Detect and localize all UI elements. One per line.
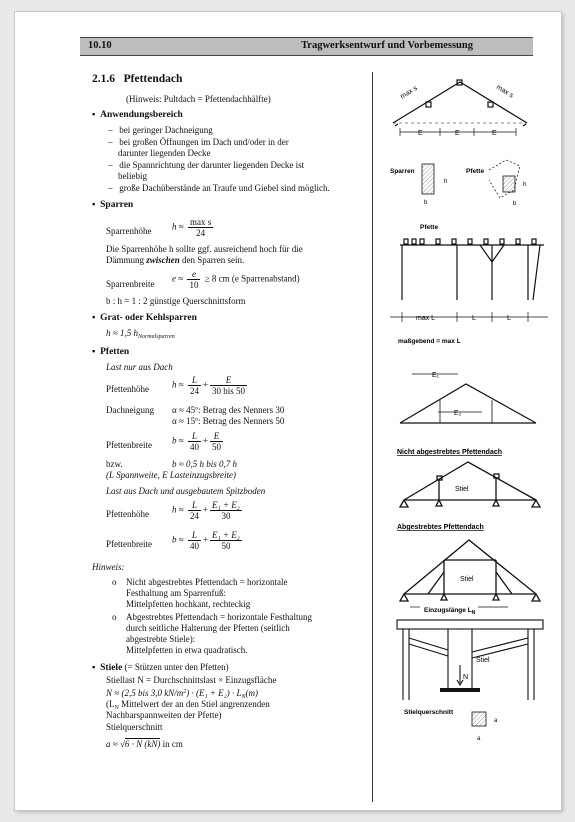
sparren-breite-label: Sparrenbreite [106,279,155,289]
stiele-line-3: ($L_N$ Mittelwert der an den Stiel angrenzenden [106,699,270,711]
label-abgestrebt: Abgestrebtes Pfettendach [397,524,484,531]
pfetten-breite-formula-2: b ≈ $\frac{L}{40}$ + $\frac{\text{E₁ + E₂}}{50}$ [172,530,240,551]
dachneigung-2: α ≈ 15º: Betrag des Nenners 50 [172,416,285,426]
section-hint: (Hinweis: Pultdach = Pfettendachhälfte) [126,94,271,104]
hinweis-2-line-4: Mittelpfetten in etwa quadratisch. [126,645,248,655]
label-l-2: L [507,315,511,322]
hinweis-1-line-1: Nicht abgestrebtes Pfettendach = horizontale [126,577,288,587]
label-e1: E₁ [432,372,440,379]
pfetten-legend: (L Spannweite, E Lasteinzugsbreite) [106,470,236,480]
hinweis-bullet: o [112,577,117,587]
pfetten-hoehe-formula-2: h ≈ $\frac{L}{24}$ + $\frac{\text{E₁ + E₂}}{30}$ [172,500,240,521]
label-e-2: E [455,130,460,137]
stiele-formula: a ≈ √6 · N (kN) in cm [106,739,183,749]
chapter-title: Tragwerksentwurf und Vorbemessung [301,40,473,51]
pfetten-hoehe-formula: h ≈ $\frac{L}{24}$ + $\frac{E}{\text{30 bis 50}}$ [172,375,246,396]
pfetten-hoehe-label: Pfettenhöhe [106,384,149,394]
label-max-l: max L [416,315,436,322]
pfetten-case-2: Last aus Dach und ausgebautem Spitzboden [106,486,266,496]
label-sparren: Sparren [390,168,415,175]
sparren-hoehe-label: Sparrenhöhe [106,226,152,236]
list-item: – große Dachüberstände an Traufe und Giebel sind möglich. [108,183,330,193]
label-h: h [444,179,448,185]
pfetten-heading: ▪ Pfetten [92,347,130,357]
label-max-s-right: max s [494,83,515,100]
label-n: N [463,674,469,681]
sparren-hoehe-formula: h ≈ $\frac{\text{max s}}{24}$ [172,217,212,238]
anwendung-heading: ▪ Anwendungsbereich [92,110,183,120]
label-b: b [424,200,428,206]
abgestrebt-truss [400,540,540,601]
dachneigung-label: Dachneigung [106,405,154,415]
label-l-1: L [472,315,476,322]
list-item: – die Spannrichtung der darunter liegenden Decke ist [108,160,305,170]
sparren-breite-formula: e ≈ $\frac{e}{10}$ ≥ 8 cm (e Sparrenabstand) [172,269,300,290]
label-max-s-left: max s [399,84,419,101]
hinweis-2-line-1: Abgestrebtes Pfettendach = horizontale Festhaltung [126,612,313,622]
pfetten-case-1: Last nur aus Dach [106,362,173,372]
pfette-span-diagram [390,239,548,322]
label-nicht-abgestrebt: Nicht abgestrebtes Pfettendach [397,449,503,456]
list-item: – bei geringer Dachneigung [108,125,213,135]
label-einzugslaenge: Einzugslänge $L_N$ [424,607,476,616]
dachneigung-1: α ≈ 45º: Betrag des Nenners 30 [172,405,285,415]
sparren-note-2: Dämmung zwischen den Sparren sein. [106,255,245,265]
hinweis-label: Hinweis: [92,562,125,572]
stielquerschnitt-square [472,712,486,726]
label-e-3: E [492,130,497,137]
label-pfette-2: Pfette [420,224,439,231]
section-heading: 2.1.6 Pfettendach [92,73,183,85]
hinweis-1-line-2: Festhaltung am Sparrenfuß: [126,588,226,598]
label-stiel-2: Stiel [460,576,474,583]
stiele-line-2: N ≈ (2,5 bis 3,0 $kN/m^2) \cdot (E_1 + E_2) \cdot L_N(m)$ [106,688,259,700]
chapter-number: 10.10 [88,40,112,51]
label-e2: E₂ [454,410,462,417]
bzw-label: bzw. [106,459,123,469]
grat-formula: h ≈ 1,5 $h_{Normalsparren}$ [106,328,175,340]
nicht-abgestrebt-truss [400,462,540,507]
pfetten-breite-label-2: Pfettenbreite [106,539,152,549]
sparren-heading: ▪ Sparren [92,200,134,210]
stiele-line-5: Stielquerschnitt [106,722,163,732]
hinweis-2-line-2: durch seitliche Halterung der Pfetten (seitlich [126,623,290,633]
label-massgebend: maßgebend = max L [398,338,461,345]
hinweis-1-line-3: Mittelpfetten hochkant, rechteckig [126,599,251,609]
bzw-formula: b ≈ 0,5 h bis 0,7 h [172,459,237,469]
roof-e1-e2-diagram [400,374,536,423]
hinweis-bullet: o [112,612,117,622]
list-item: – bei großen Öffnungen im Dach und/oder in der [108,137,289,147]
cross-sections-diagram [390,160,526,207]
label-stielquerschnitt: Stielquerschnitt [404,709,454,716]
stiele-heading: ▪ Stiele (= Stützen unter den Pfetten) [92,662,229,673]
label-a-1: a [494,718,498,724]
stiel-detail-diagram [397,607,543,700]
label-b-2: b [513,201,517,207]
pfetten-breite-formula: b ≈ $\frac{L}{40}$ + $\frac{E}{50}$ [172,431,222,452]
list-item-cont: beliebig [118,171,147,181]
stiele-line-4: Nachbarspannweiten der Pfette) [106,710,222,720]
label-a-2: a [477,736,481,742]
label-e-1: E [418,130,423,137]
sparren-ratio: b : h = 1 : 2 günstige Querschnittsform [106,296,246,306]
label-h-2: h [523,182,527,188]
pfetten-breite-label: Pfettenbreite [106,440,152,450]
pfetten-hoehe-label-2: Pfettenhöhe [106,509,149,519]
hinweis-2-line-3: abgestrebte Stiele): [126,634,196,644]
label-stiel-1: Stiel [455,486,469,493]
sparren-note-1: Die Sparrenhöhe h sollte ggf. ausreichend hoch für die [106,244,303,254]
stiele-line-1: Stiellast N = Durchschnittslast × Einzugsfläche [106,675,277,685]
label-stiel-3: Stiel [476,657,490,664]
list-item-cont: darunter liegenden Decke [118,148,211,158]
label-pfette: Pfette [466,168,485,175]
grat-heading: ▪ Grat- oder Kehlsparren [92,313,197,323]
stiel-base [440,688,480,692]
